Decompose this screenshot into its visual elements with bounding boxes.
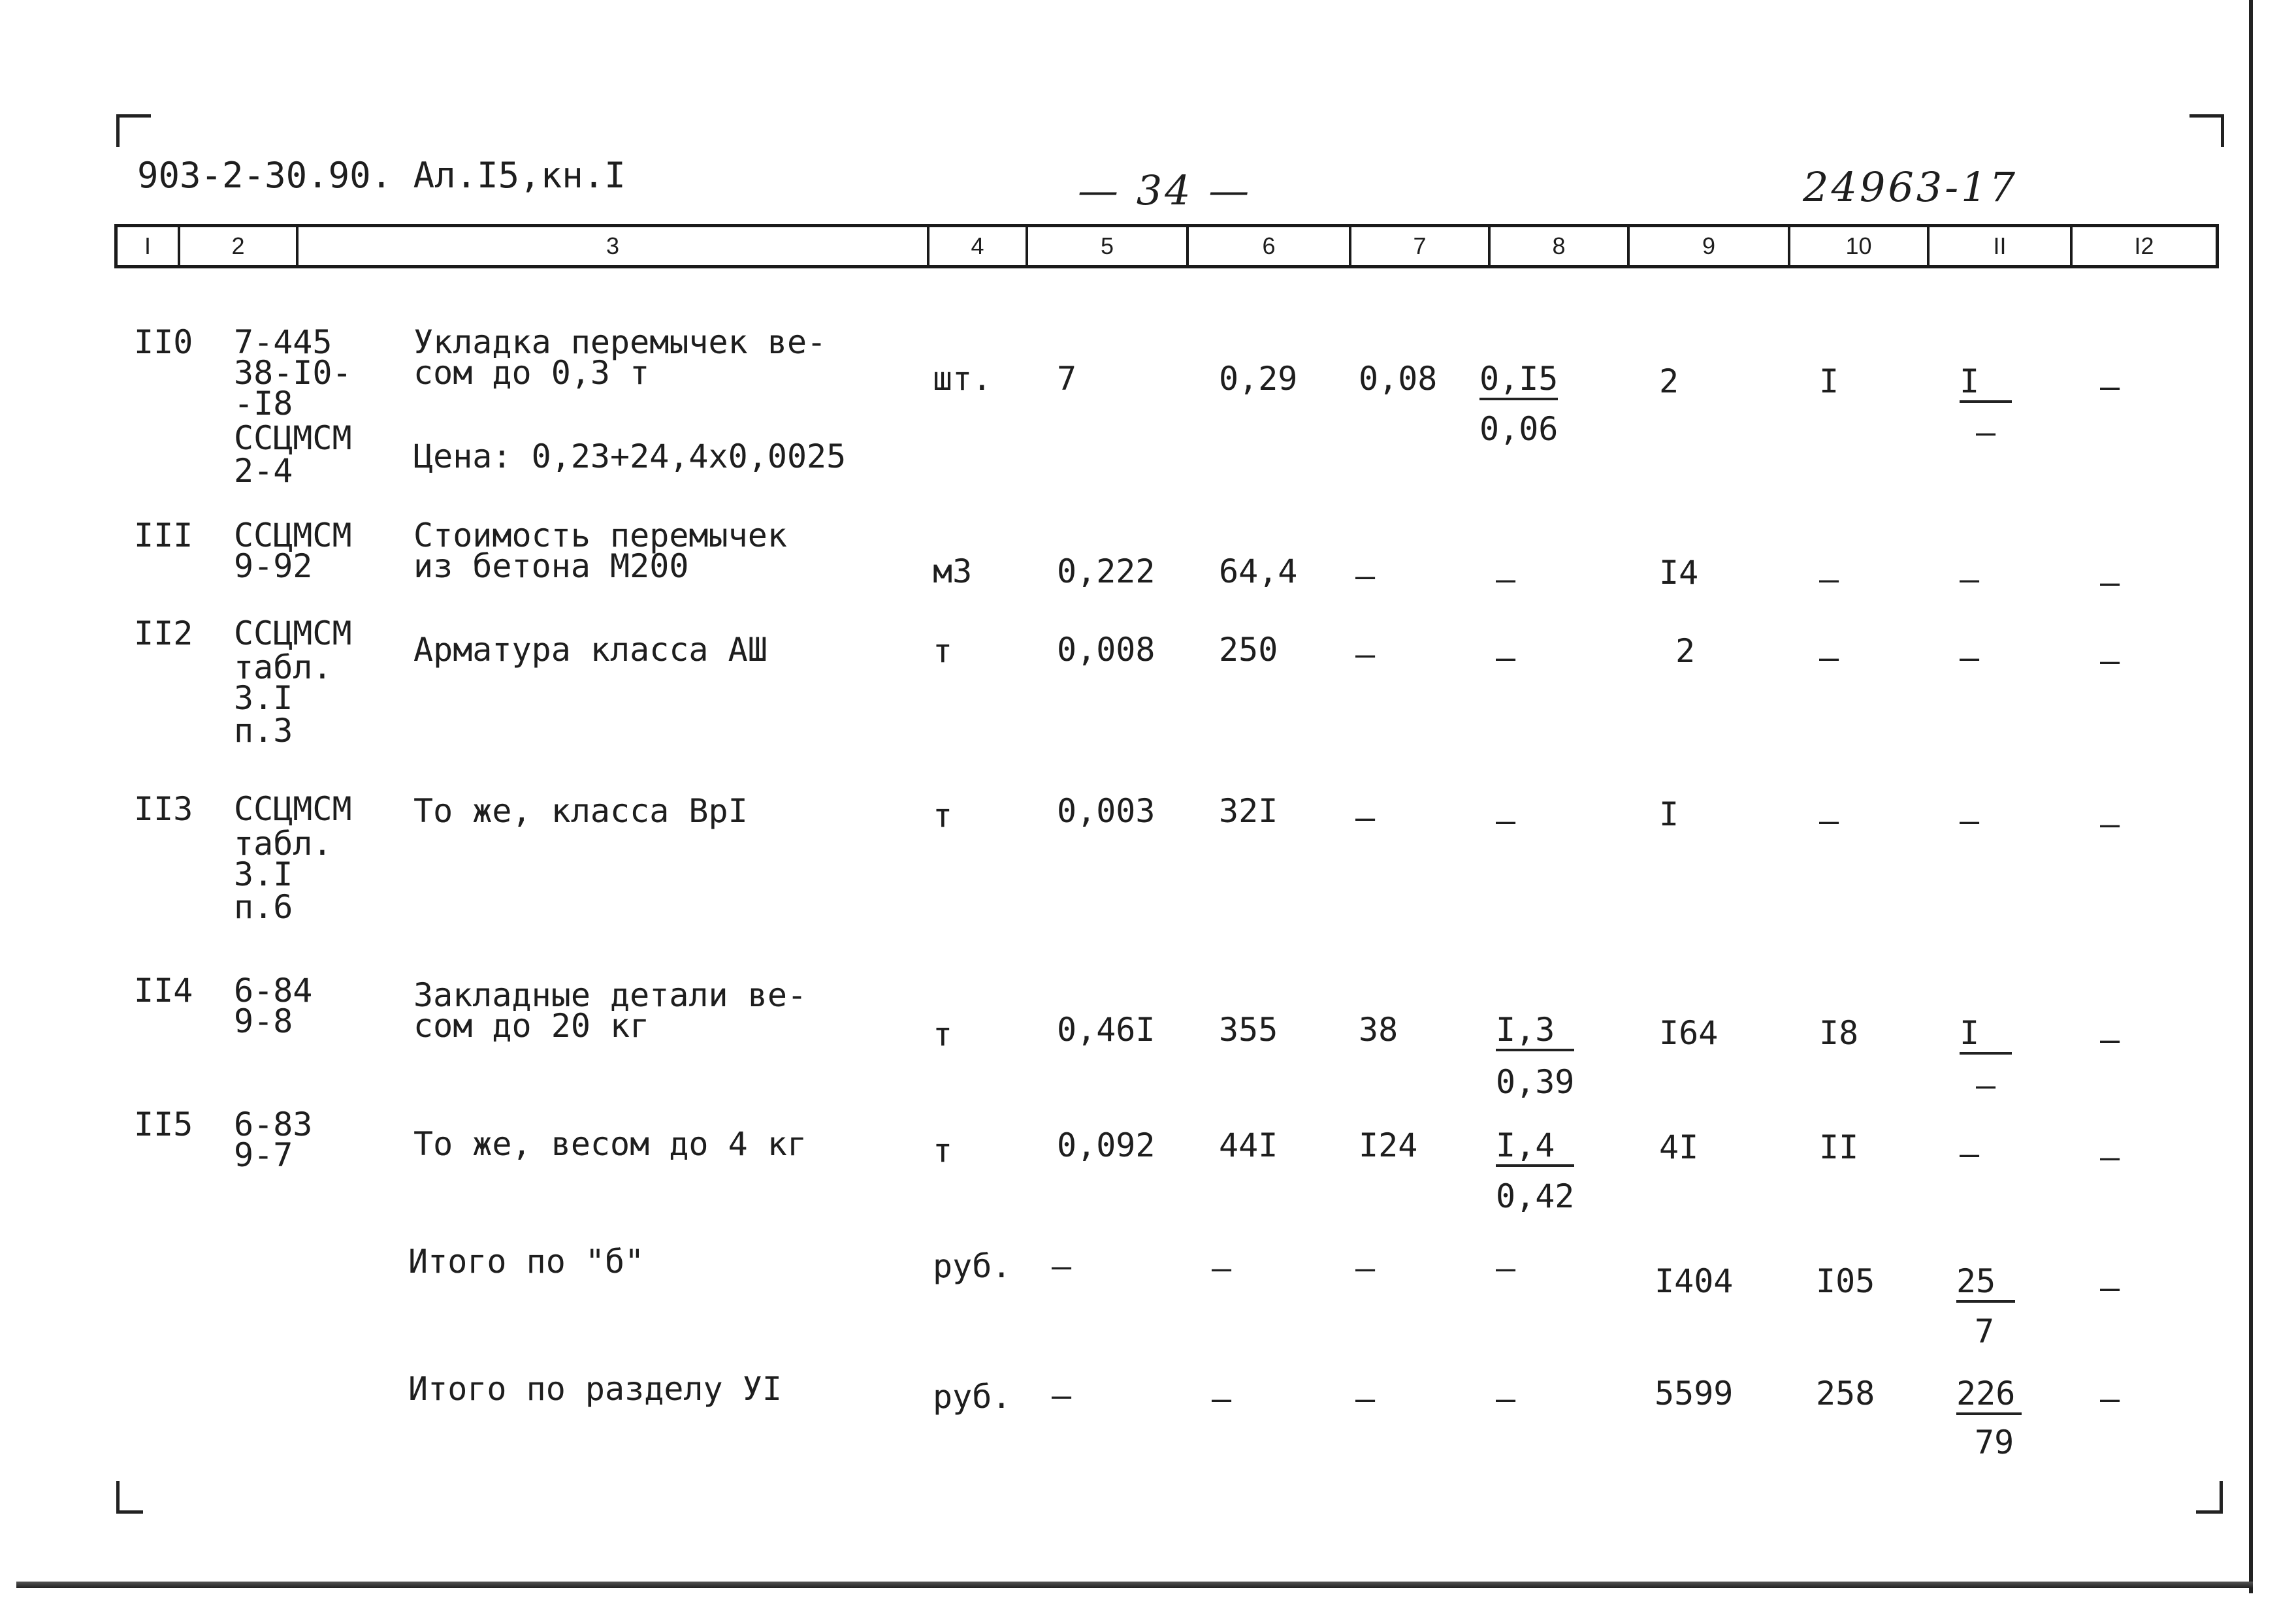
cell-col8-bottom: 0,06 — [1479, 410, 1559, 448]
column-header: II — [1927, 227, 2070, 265]
cell-col8-top — [1496, 1128, 1574, 1167]
total-label: Итого по "б" — [408, 1243, 645, 1281]
cell-unit-price: 32I — [1219, 792, 1278, 830]
unit: т — [933, 632, 953, 670]
norm-code-line: ССЦМСМ — [234, 419, 352, 457]
row-number: II2 — [134, 614, 193, 652]
cell-col8-bottom: 0,39 — [1496, 1063, 1575, 1101]
cell-col9: 2 — [1675, 632, 1696, 670]
cell-col12: – — [2100, 1021, 2120, 1059]
cell-col11-bottom: 79 — [1975, 1424, 2014, 1461]
unit: шт. — [933, 360, 992, 398]
cell-col10: II — [1819, 1128, 1859, 1166]
cell-col9: 5599 — [1655, 1375, 1734, 1412]
cell-col8: – — [1496, 802, 1516, 840]
norm-code-line: п.6 — [234, 888, 293, 926]
cell-col12: – — [2100, 805, 2120, 843]
cell-col9: I404 — [1655, 1262, 1734, 1300]
norm-code-line: п.3 — [234, 712, 293, 750]
underlined-value: 25 — [1956, 1264, 2015, 1303]
cell-col10: I — [1819, 362, 1839, 400]
column-header: 3 — [296, 227, 927, 265]
corner-mark-bottom-left — [116, 1481, 143, 1514]
cell-col11-top — [1956, 1376, 2022, 1415]
cell-quantity: – — [1052, 1247, 1072, 1285]
row-number: II3 — [134, 790, 193, 828]
cell-col11-bottom: 7 — [1975, 1313, 1995, 1350]
cell-col12: – — [2100, 564, 2120, 601]
item-name-line: То же, класса ВрI — [413, 792, 748, 830]
cell-quantity: 0,003 — [1057, 792, 1155, 830]
cell-col9: I4 — [1659, 554, 1699, 592]
cell-quantity: 0,008 — [1057, 631, 1155, 669]
cell-col9: 2 — [1659, 362, 1679, 400]
unit: т — [933, 1015, 953, 1053]
underlined-value: 0,I5 — [1479, 361, 1558, 400]
column-header: I2 — [2070, 227, 2216, 265]
underlined-value: 226 — [1956, 1376, 2022, 1415]
cell-quantity: 0,46I — [1057, 1011, 1155, 1049]
cell-unit-price: – — [1212, 1380, 1232, 1418]
column-header: 10 — [1788, 227, 1927, 265]
underlined-value: I,3 — [1496, 1012, 1574, 1051]
norm-code-line: табл. — [234, 648, 332, 686]
cell-unit-price: 250 — [1219, 631, 1278, 669]
cell-col10: 258 — [1816, 1375, 1875, 1412]
norm-code-line: 2-4 — [234, 452, 293, 490]
cell-col7: 38 — [1359, 1011, 1398, 1049]
column-header: I — [144, 232, 151, 259]
cell-quantity: – — [1052, 1377, 1072, 1414]
item-name-line: из бетона М200 — [413, 547, 689, 585]
norm-code-line: -I8 — [234, 385, 293, 422]
item-name-line: То же, весом до 4 кг — [413, 1125, 807, 1163]
item-name-line: сом до 0,3 т — [413, 354, 650, 392]
item-name-line: Закладные детали ве- — [413, 976, 807, 1014]
item-name-line: Укладка перемычек ве- — [413, 323, 827, 361]
doc-code: 903-2-30.90. Ал.I5,кн.I — [137, 155, 626, 196]
cell-col8: – — [1496, 1249, 1516, 1287]
unit: т — [933, 797, 953, 835]
row-number: II0 — [134, 323, 193, 361]
cell-col8-top — [1496, 1012, 1574, 1051]
underlined-value: I,4 — [1496, 1128, 1574, 1167]
row-number: II4 — [134, 972, 193, 1010]
column-header-row — [114, 224, 2219, 268]
norm-code-line: табл. — [234, 825, 332, 863]
cell-col7: – — [1355, 799, 1376, 836]
cell-col8: – — [1496, 1380, 1516, 1418]
norm-code-line: 38-I0- — [234, 354, 352, 392]
cell-col8: – — [1496, 639, 1516, 677]
item-name-line: Арматура класса АШ — [413, 631, 767, 669]
column-header: 2 — [178, 227, 296, 265]
page-edge-bottom — [16, 1582, 2253, 1588]
cell-unit-price: 355 — [1219, 1011, 1278, 1049]
cell-col10: I05 — [1816, 1262, 1875, 1300]
corner-mark-top-right — [2189, 114, 2224, 147]
cell-col9: I64 — [1659, 1014, 1719, 1052]
cell-col11: – — [1960, 560, 1980, 598]
item-name-line: Стоимость перемычек — [413, 517, 787, 554]
item-name-line: сом до 20 кг — [413, 1007, 650, 1045]
page-edge-right — [2249, 0, 2253, 1593]
cell-col11: – — [1960, 639, 1980, 677]
cell-col11-top — [1956, 1264, 2015, 1303]
cell-col7: – — [1355, 557, 1376, 595]
cell-quantity: 7 — [1057, 360, 1077, 398]
corner-mark-bottom-right — [2196, 1481, 2223, 1514]
cell-col10: I8 — [1819, 1014, 1859, 1052]
page-number: — 34 — — [1078, 167, 1252, 214]
cell-unit-price: 0,29 — [1219, 360, 1298, 398]
cell-col11: – — [1960, 802, 1980, 840]
cell-col12: – — [2100, 1269, 2120, 1307]
cell-col10: – — [1819, 639, 1839, 677]
norm-code-line: 6-84 — [234, 972, 313, 1010]
cell-col10: – — [1819, 802, 1839, 840]
cell-unit-price: 64,4 — [1219, 552, 1298, 590]
cell-col9: I — [1659, 795, 1679, 833]
cell-unit-price: – — [1212, 1249, 1232, 1287]
cell-col7: 0,08 — [1359, 360, 1438, 398]
underlined-value: I — [1960, 364, 2012, 403]
corner-mark-top-left — [116, 114, 151, 147]
price-note: Цена: 0,23+24,4х0,0025 — [413, 438, 847, 475]
cell-col9: 4I — [1659, 1128, 1699, 1166]
cell-col11-top — [1960, 1015, 2012, 1055]
cell-col7: I24 — [1359, 1126, 1418, 1164]
norm-code-line: 9-8 — [234, 1002, 293, 1040]
unit: т — [933, 1132, 953, 1170]
cell-col7: – — [1355, 1249, 1376, 1287]
column-header: 5 — [1026, 227, 1186, 265]
cell-col10: – — [1819, 560, 1839, 598]
norm-code-line: 6-83 — [234, 1106, 313, 1143]
cell-col7: – — [1355, 1380, 1376, 1418]
norm-code-line: 9-7 — [234, 1136, 293, 1174]
norm-code-line: 9-92 — [234, 547, 313, 585]
cell-col11: – — [1960, 1135, 1980, 1173]
cell-unit-price: 44I — [1219, 1126, 1278, 1164]
cell-col11-top — [1960, 364, 2012, 403]
norm-code-line: ССЦМСМ — [234, 790, 352, 828]
column-header: 8 — [1488, 227, 1627, 265]
cell-col12: – — [2100, 642, 2120, 680]
norm-code-line: 3.I — [234, 855, 293, 893]
cell-col12: – — [2100, 1380, 2120, 1418]
norm-code-line: 3.I — [234, 679, 293, 717]
inventory-number: 24963-17 — [1803, 163, 2018, 211]
column-header: 9 — [1627, 227, 1788, 265]
column-header: 6 — [1186, 227, 1349, 265]
underlined-value: I — [1960, 1015, 2012, 1055]
total-label: Итого по разделу УI — [408, 1370, 782, 1408]
column-header: 4 — [927, 227, 1026, 265]
unit: руб. — [933, 1378, 1012, 1416]
cell-quantity: 0,222 — [1057, 552, 1155, 590]
row-number: II5 — [134, 1106, 193, 1143]
cell-col8: – — [1496, 560, 1516, 598]
norm-code-line: ССЦМСМ — [234, 614, 352, 652]
cell-quantity: 0,092 — [1057, 1126, 1155, 1164]
cell-col11-bottom: – — [1976, 1066, 1996, 1104]
unit: руб. — [933, 1247, 1012, 1285]
cell-col12: – — [2100, 1138, 2120, 1176]
row-number: III — [134, 517, 193, 554]
norm-code-line: ССЦМСМ — [234, 517, 352, 554]
cell-col11-bottom: – — [1976, 413, 1996, 451]
norm-code-line: 7-445 — [234, 323, 332, 361]
cell-col12: – — [2100, 368, 2120, 406]
cell-col8-top — [1479, 361, 1558, 400]
unit: м3 — [933, 552, 973, 590]
column-header: 7 — [1349, 227, 1488, 265]
cell-col8-bottom: 0,42 — [1496, 1177, 1575, 1215]
cell-col7: – — [1355, 635, 1376, 673]
